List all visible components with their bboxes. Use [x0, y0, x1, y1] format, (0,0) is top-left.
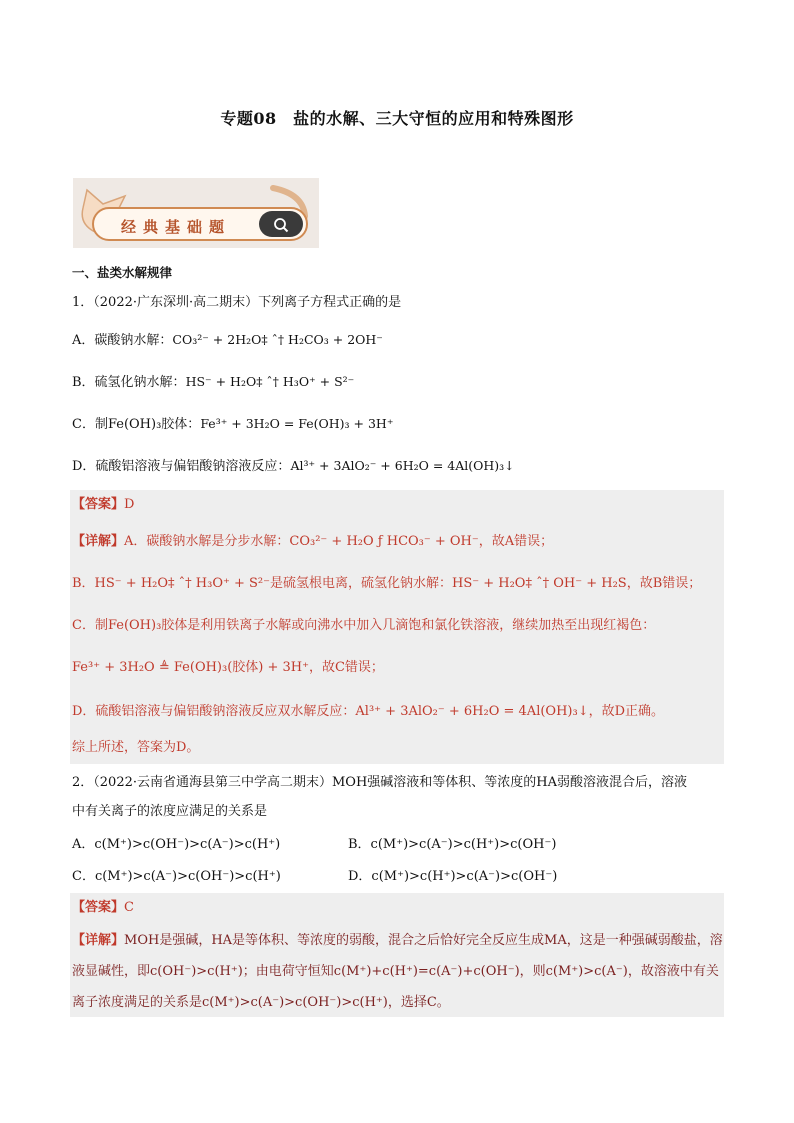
answer-2: [72, 898, 134, 918]
question-2-option-c: C．c(M⁺)>c(A⁻)>c(OH⁻)>c(H⁺): [72, 869, 281, 884]
question-1-option-d: [72, 456, 515, 477]
section-banner: [73, 178, 319, 248]
detail-1-c-equation: Fe³⁺ + 3H₂O ≜ Fe(OH)₃(胶体) + 3H⁺，故C错误；: [72, 660, 384, 675]
detail-text: MOH是强碱，HA是等体积、等浓度的弱酸，混合之后恰好完全反应生成MA，这是一种强碱弱酸盐，溶液显碱性，即c(OH⁻)>c(H⁺)；由电荷守恒知c(M⁺)+c(H⁺)=c(A⁻)+c(OH⁻)，则c(M⁺)>c(A⁻)，故溶液中有关离子浓度满足的关系是c(M⁺)>c(A⁻)>c(OH⁻)>c(H⁺)，选择C。: [72, 933, 723, 1010]
option-label: A．碳酸钠水解：: [72, 333, 173, 348]
detail-tag: 【详解】: [72, 534, 125, 549]
section-heading: 一、盐类水解规律: [72, 265, 173, 280]
option-label: D．硫酸铝溶液与偏铝酸钠溶液反应：: [72, 459, 291, 474]
answer-tag: 【答案】: [72, 497, 125, 512]
answer-tag: 【答案】: [72, 900, 125, 915]
option-label: B．硫氢化钠水解：: [72, 375, 186, 390]
detail-text: A．碳酸钠水解是分步水解：CO₃²⁻ + H₂O ƒ HCO₃⁻ + OH⁻，故A错误；: [124, 534, 554, 549]
option-label: C．制Fe(OH)₃胶体：: [72, 417, 201, 432]
question-2-option-b: B．c(M⁺)>c(A⁻)>c(H⁺)>c(OH⁻): [348, 837, 557, 852]
answer-value: D: [124, 497, 135, 512]
question-2-option-d: D．c(M⁺)>c(H⁺)>c(A⁻)>c(OH⁻): [348, 869, 558, 884]
detail-1-a: [72, 532, 553, 552]
banner-label: 经典基础题: [121, 218, 232, 236]
detail-1-b: B．HS⁻ + H₂O‡ ˆ† H₃O⁺ + S²⁻是硫氢根电离，硫氢化钠水解：HS⁻ + H₂O‡ ˆ† OH⁻ + H₂S，故B错误；: [72, 576, 702, 591]
question-2-option-a: A．c(M⁺)>c(OH⁻)>c(A⁻)>c(H⁺): [72, 837, 281, 852]
detail-2: [72, 925, 724, 1018]
question-1-option-a: [72, 330, 383, 351]
option-equation: Fe³⁺ + 3H₂O = Fe(OH)₃ + 3H⁺: [200, 416, 394, 431]
detail-tag: 【详解】: [72, 933, 125, 948]
question-1-option-c: [72, 414, 393, 435]
question-1-stem: 1．（2022·广东深圳·高二期末）下列离子方程式正确的是: [72, 295, 402, 310]
option-equation: HS⁻ + H₂O‡ ˆ† H₃O⁺ + S²⁻: [185, 374, 355, 389]
question-1-option-b: [72, 372, 354, 393]
detail-1-d: D．硫酸铝溶液与偏铝酸钠溶液反应双水解反应：Al³⁺ + 3AlO₂⁻ + 6H₂O = 4Al(OH)₃↓，故D正确。: [72, 704, 665, 719]
search-icon: [271, 216, 291, 238]
question-2-stem-line2: 中有关离子的浓度应满足的关系是: [72, 804, 268, 819]
option-equation: CO₃²⁻ + 2H₂O‡ ˆ† H₂CO₃ + 2OH⁻: [172, 332, 383, 347]
answer-value: C: [124, 900, 134, 915]
page-title: 专题08 盐的水解、三大守恒的应用和特殊图形: [220, 109, 574, 128]
detail-1-c: C．制Fe(OH)₃胶体是利用铁离子水解或向沸水中加入几滴饱和氯化铁溶液，继续加热至出现红褐色：: [72, 618, 656, 633]
summary-1: 综上所述，答案为D。: [72, 740, 200, 755]
question-2-stem-line1: 2．（2022·云南省通海县第三中学高二期末）MOH强碱溶液和等体积、等浓度的HA弱酸溶液混合后，溶液: [72, 775, 688, 790]
answer-1: [72, 495, 134, 515]
option-equation: Al³⁺ + 3AlO₂⁻ + 6H₂O = 4Al(OH)₃↓: [290, 458, 515, 473]
